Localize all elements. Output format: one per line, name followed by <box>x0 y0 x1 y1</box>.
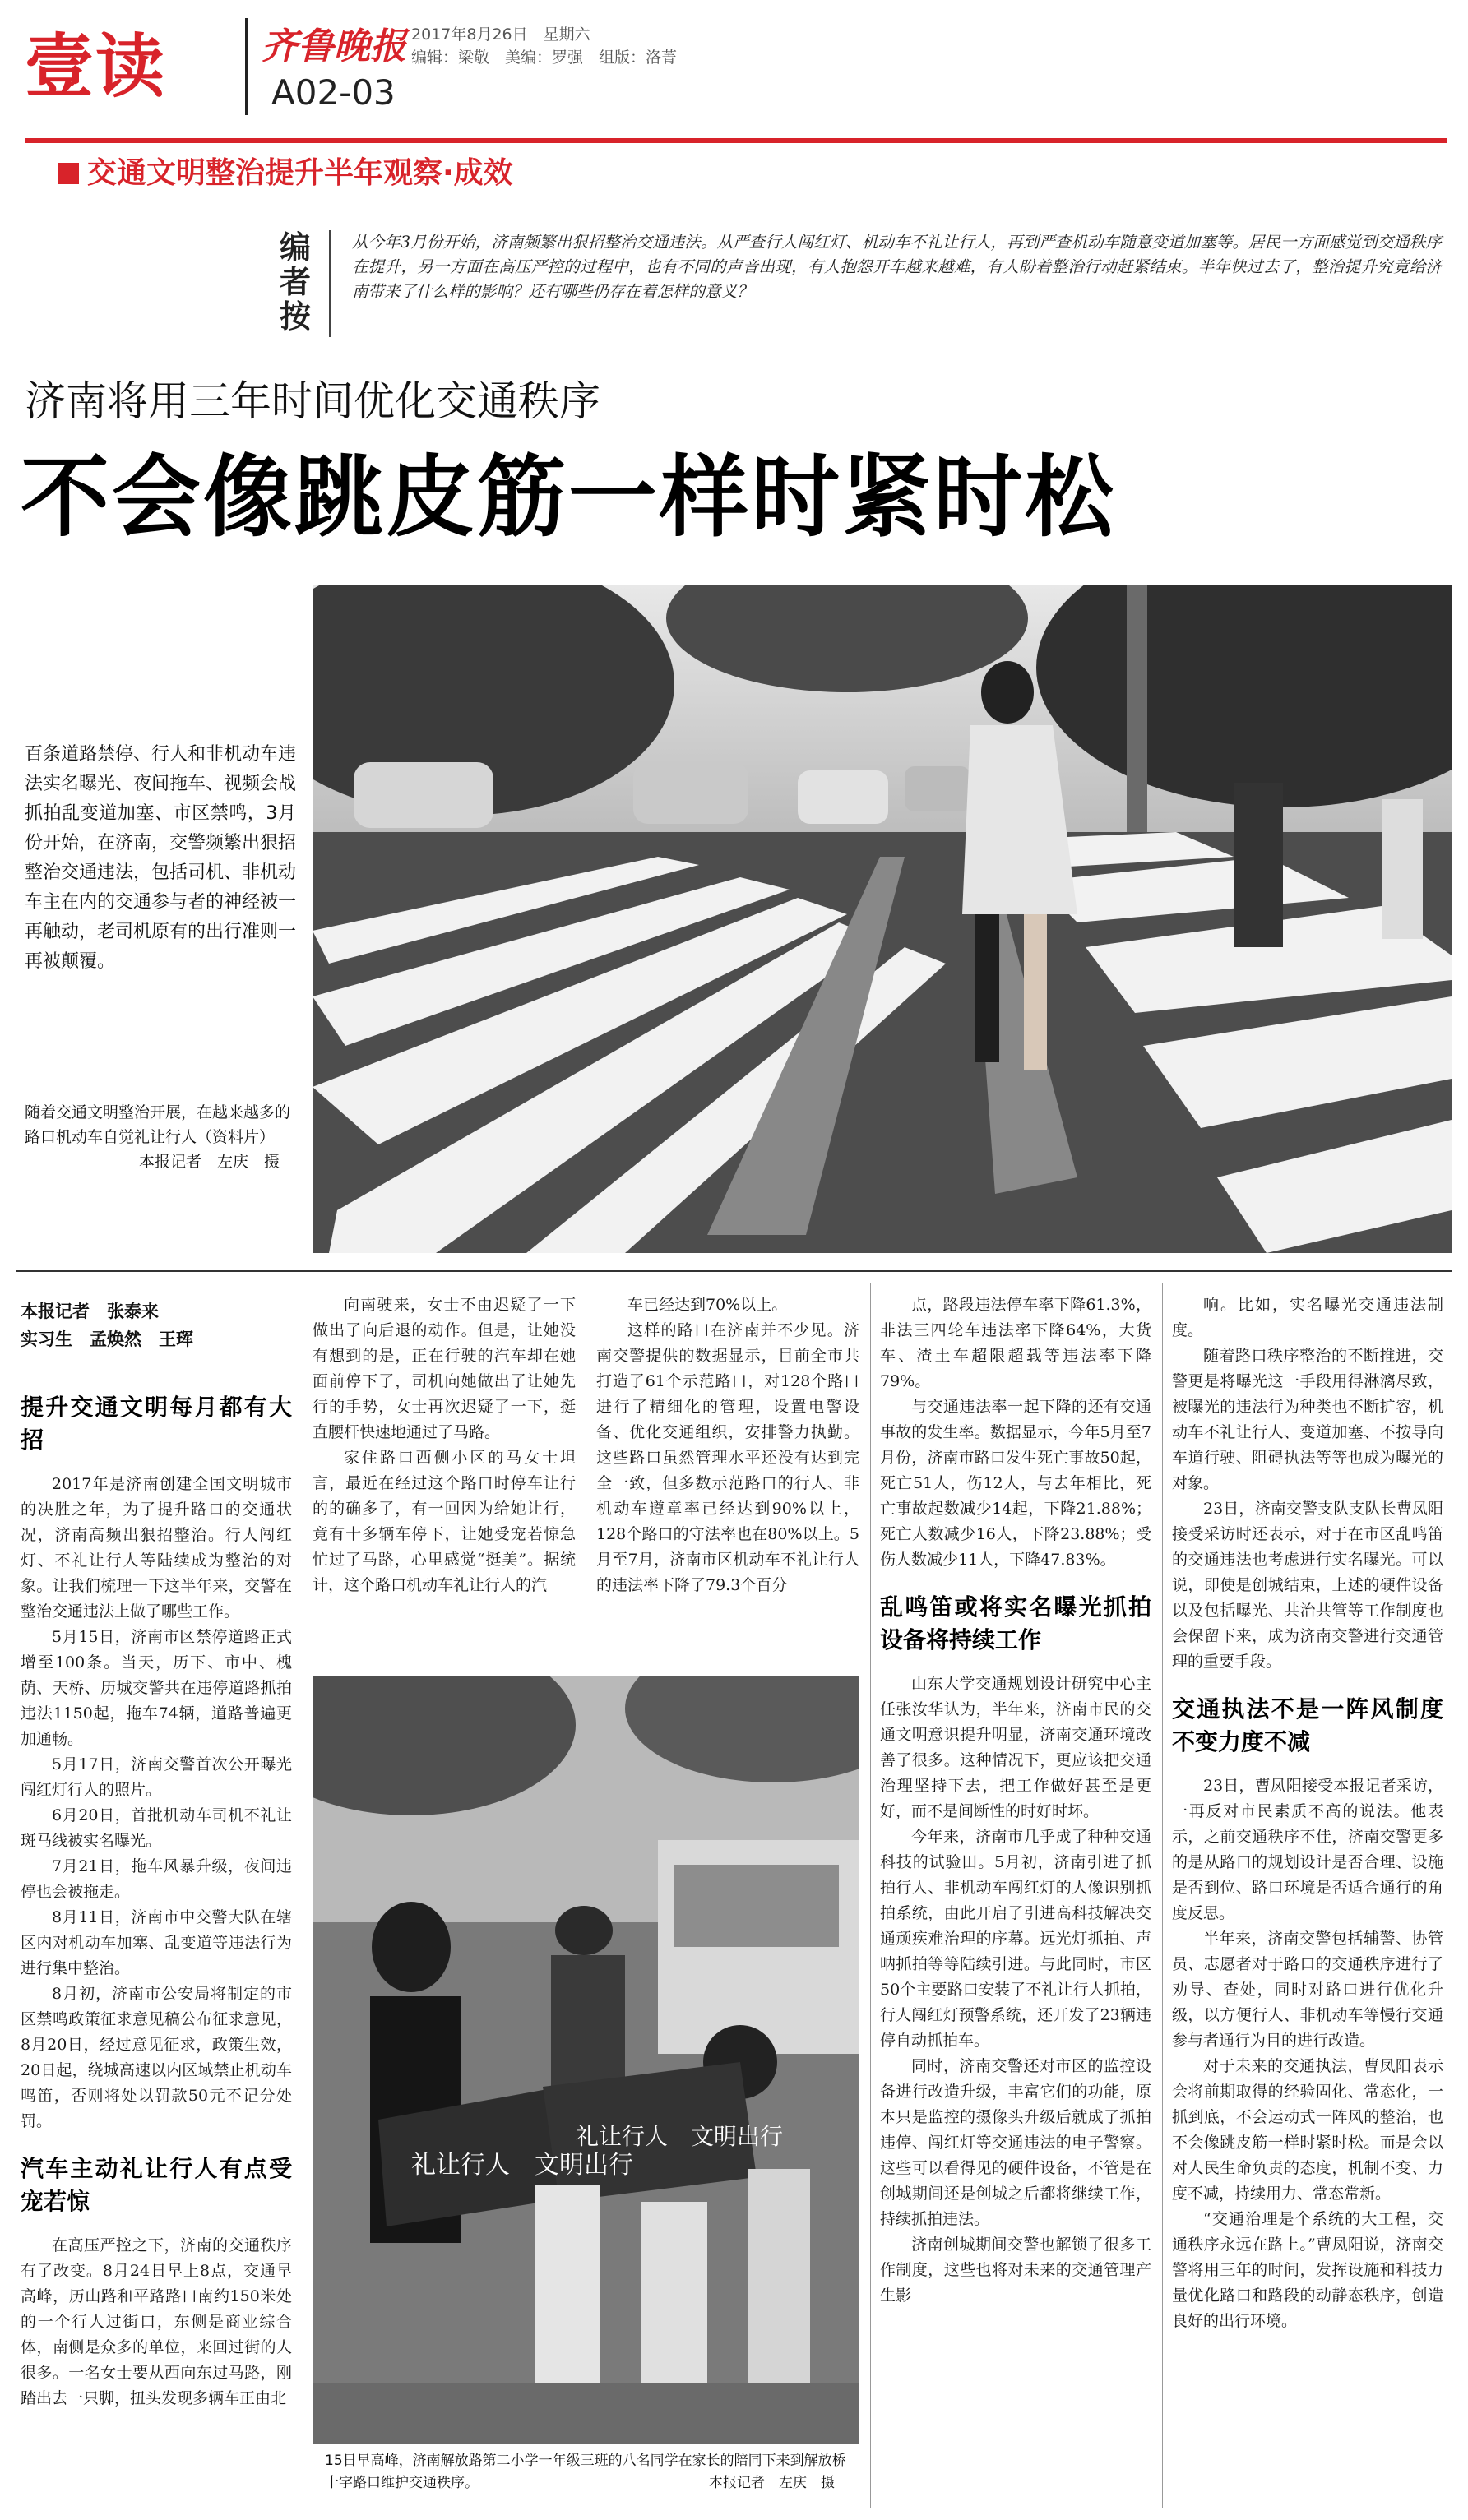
body-paragraph: 这样的路口在济南并不少见。济南交警提供的数据显示，目前全市共打造了61个示范路口，对128个路口进行了精细化的管理，设置电警设备、优化交通组织，安排警力执勤。这些路口虽然管理水平还没有达到完全一致，但多数示范路口的行人、非机动车遵章率已经达到90%以上，128个路口的守法率也在80%以上。5月至7月，济南市区机动车不礼让行人的违法率下降了79.3个百分 <box>596 1321 859 1594</box>
body-paragraph: 点，路段违法停车率下降61.3%，非法三四轮车违法率下降64%，大货车、渣土车超限超载等违法率下降79%。 <box>880 1296 1151 1390</box>
byline-reporter: 本报记者 张泰来 <box>21 1302 159 1321</box>
body-paragraph: 半年来，济南交警包括辅警、协管员、志愿者对于路口的交通秩序进行了劝导、查处，同时对路口进行优化升级，以方便行人、非机动车等慢行交通参与者通行为目的进行改造。 <box>1172 1930 1443 2050</box>
column-4-body-b <box>880 1672 1151 2309</box>
editor-note-label: 编者按 <box>280 229 312 335</box>
column-1-body-b <box>21 2233 292 2411</box>
body-paragraph: 23日，曹凤阳接受本报记者采访，一再反对市民素质不高的说法。他表示，之前交通秩序不佳，济南交警更多的是从路口的规划设计是否合理、设施是否到位、路口环境是否适合通行的角度反思。 <box>1172 1777 1443 1922</box>
body-paragraph: 23日，济南交警支队支队长曹凤阳接受采访时还表示，对于在市区乱鸣笛的交通违法也考虑进行实名曝光。可以说，即使是创城结束，上述的硬件设备以及包括曝光、共治共管等工作制度也会保留下来，成为济南交警进行交通管理的重要手段。 <box>1172 1500 1443 1671</box>
column-1 <box>21 1373 292 2411</box>
photo2-caption-text: 15日早高峰，济南解放路第二小学一年级三班的八名同学在家长的陪同下来到解放桥十字路口维护交通秩序。 <box>325 2453 846 2491</box>
body-paragraph: 随着路口秩序整治的不断推进，交警更是将曝光这一手段用得淋漓尽致，被曝光的违法行为种类也不断扩容，机动车不礼让行人、变道加塞、不按导向车道行驶、阻碍执法等等也成为曝光的对象。 <box>1172 1347 1443 1492</box>
photo2-caption <box>325 2450 851 2495</box>
date-line: 2017年8月26日 星期六 <box>411 25 590 44</box>
body-paragraph: 5月15日，济南市区禁停道路正式增至100条。当天，历下、市中、槐荫、天桥、历城交警共在违停道路抓拍违法1150起，拖车74辆，道路普遍更加通畅。 <box>21 1628 292 1748</box>
section-title: 壹读 <box>25 26 167 107</box>
body-paragraph: 6月20日，首批机动车司机不礼让斑马线被实名曝光。 <box>21 1806 292 1850</box>
body-paragraph: 济南创城期间交警也解锁了很多工作制度，这些也将对未来的交通管理产生影 <box>880 2236 1151 2305</box>
headline-kicker: 济南将用三年时间优化交通秩序 <box>25 377 600 425</box>
masthead-divider <box>245 18 248 115</box>
body-paragraph: 山东大学交通规划设计研究中心主任张汝华认为，半年来，济南市民的交通文明意识提升明显，济南交通环境改善了很多。这种情况下，更应该把交通治理坚持下去，把工作做好甚至是更好，而不是间断性的时好时坏。 <box>880 1675 1151 1820</box>
photo1-caption-text: 随着交通文明整治开展，在越来越多的路口机动车自觉礼让行人（资料片） <box>25 1103 291 1146</box>
editor-note-text: 从今年3月份开始，济南频繁出狠招整治交通违法。从严查行人闯红灯、机动车不礼让行人，再到严查机动车随意变道加塞等。居民一方面感觉到交通秩序在提升，另一方面在高压严控的过程中，也有不同的声音出现，有人抱怨开车越来越难，有人盼着整治行动赶紧结束。半年快过去了，整治提升究竟给济南带来了什么样的影响？还有哪些仍存在着怎样的意义？ <box>352 233 1442 301</box>
column-5-body-b <box>1172 1773 1443 2334</box>
body-paragraph: 8月11日，济南市中交警大队在辖区内对机动车加塞、乱变道等违法行为进行集中整治。 <box>21 1908 292 1977</box>
body-paragraph: 与交通违法率一起下降的还有交通事故的发生率。数据显示，今年5月至7月份，济南市路口发生死亡事故50起，死亡51人，伤12人，与去年相比，死亡事故起数减少14起，下降21.88%；死亡人数减少16人，下降23.88%；受伤人数减少11人，下降47.83%。 <box>880 1398 1151 1569</box>
section-rule <box>16 1270 1452 1272</box>
photo-crosswalk <box>313 585 1452 1253</box>
body-paragraph: 今年来，济南市几乎成了种种交通科技的试验田。5月初，济南引进了抓拍行人、非机动车闯红灯的人像识别抓拍系统，由此开启了引进高科技解决交通顽疾难治理的序幕。远光灯抓拍、声呐抓拍等等陆续引进。与此同时，市区50个主要路口安装了不礼让行人抓拍，行人闯红灯预警系统，还开发了23辆违停自动抓拍车。 <box>880 1828 1151 2050</box>
lead-paragraph: 百条道路禁停、行人和非机动车违法实名曝光、夜间拖车、视频会战抓拍乱变道加塞、市区禁鸣，3月份开始，在济南，交警频繁出狠招整治交通违法，包括司机、非机动车主在内的交通参与者的神经被一再触动，老司机原有的出行准则一再被颠覆。 <box>25 744 297 972</box>
top-rule <box>25 138 1447 143</box>
subhead-4: 交通执法不是一阵风制度不变力度不减 <box>1172 1695 1443 1755</box>
photo-schoolchildren <box>313 1676 859 2502</box>
body-paragraph: 5月17日，济南交警首次公开曝光闯红灯行人的照片。 <box>21 1755 292 1799</box>
byline-interns: 实习生 孟焕然 王珲 <box>21 1329 193 1349</box>
body-paragraph: 同时，济南交警还对市区的监控设备进行改造升级，丰富它们的功能，原本只是监控的摄像头升级后就成了抓拍违停、闯红灯等交通违法的电子警察。这些可以看得见的硬件设备，不管是在创城期间还是创城之后都将继续工作，持续抓拍违法。 <box>880 2057 1151 2228</box>
photo2-credit: 本报记者 左庆 摄 <box>709 2475 835 2491</box>
body-paragraph: 8月初，济南市公安局将制定的市区禁鸣政策征求意见稿公布征求意见，8月20日，经过意见征求，政策生效，20日起，绕城高速以内区域禁止机动车鸣笛，否则将处以罚款50元不记分处罚。 <box>21 1985 292 2130</box>
sign-b-text: 礼让行人 文明出行 <box>576 2123 784 2150</box>
masthead-meta <box>411 23 677 69</box>
column-5-body-a <box>1172 1292 1443 1675</box>
subhead-2: 汽车主动礼让行人有点受宠若惊 <box>21 2155 292 2215</box>
column-rule <box>870 1283 871 2508</box>
square-icon <box>58 163 79 184</box>
column-5 <box>1172 1292 1443 2334</box>
body-paragraph: 对于未来的交通执法，曹凤阳表示会将前期取得的经验固化、常态化，一抓到底，不会运动式一阵风的整治，也不会像跳皮筋一样时紧时松。而是会以对人民生命负责的态度，机制不变、力度不减，持续用力、常态常新。 <box>1172 2057 1443 2203</box>
body-paragraph: 向南驶来，女士不由迟疑了一下做出了向后退的动作。但是，让她没有想到的是，正在行驶的汽车却在她面前停下了，司机向她做出了让她先行的手势，女士再次迟疑了一下，挺直腰杆快速地通过了马路。 <box>313 1296 576 1441</box>
column-tag-text: 交通文明整治提升半年观察·成效 <box>87 156 513 190</box>
body-paragraph: 在高压严控之下，济南的交通秩序有了改变。8月24日早上8点，交通早高峰，历山路和平路路口南约150米处的一个行人过街口，东侧是商业综合体，南侧是众多的单位，来回过街的人很多。一名女士要从西向东过马路，刚踏出去一只脚，扭头发现多辆车正由北 <box>21 2236 292 2407</box>
body-paragraph: 车已经达到70%以上。 <box>627 1296 788 1314</box>
column-1-body-a <box>21 1472 292 2134</box>
column-2 <box>313 1292 576 1598</box>
subhead-1: 提升交通文明每月都有大招 <box>21 1394 292 1454</box>
sign-a-text: 礼让行人 文明出行 <box>411 2151 633 2180</box>
editor-line: 编辑：梁敬 美编：罗强 组版：洛菁 <box>411 49 678 67</box>
body-paragraph: 家住路口西侧小区的马女士坦言，最近在经过这个路口时停车让行的的确多了，有一回因为给她让行，竟有十多辆车停下，让她受宠若惊急忙过了马路，心里感觉“挺美”。据统计，这个路口机动车礼让行人的汽 <box>313 1449 576 1594</box>
editor-note-divider <box>329 230 331 337</box>
body-paragraph: “交通治理是个系统的大工程，交通秩序永远在路上。”曹凤阳说，济南交警将用三年的时间，发挥设施和科技力量优化路口和路段的动静态秩序，创造良好的出行环境。 <box>1172 2210 1443 2330</box>
column-3 <box>596 1292 859 1598</box>
column-tag <box>58 150 513 192</box>
column-rule <box>1162 1283 1163 2508</box>
paper-logo: 齐鲁晚报 <box>262 25 406 67</box>
body-paragraph: 7月21日，拖车风暴升级，夜间违停也会被拖走。 <box>21 1857 292 1901</box>
body-paragraph: 2017年是济南创建全国文明城市的决胜之年，为了提升路口的交通状况，济南高频出狠招整治。行人闯红灯、不礼让行人等陆续成为整治的对象。让我们梳理一下这半年来，交警在整治交通违法上做了哪些工作。 <box>21 1475 292 1621</box>
subhead-3: 乱鸣笛或将实名曝光抓拍设备将持续工作 <box>880 1593 1151 1653</box>
photo1-caption <box>25 1100 296 1174</box>
column-4 <box>880 1292 1151 2309</box>
column-2-body <box>313 1292 576 1598</box>
headline-main: 不会像跳皮筋一样时紧时松 <box>21 446 1117 549</box>
photo1-credit: 本报记者 左庆 摄 <box>138 1153 280 1171</box>
byline <box>21 1297 292 1353</box>
body-paragraph: 响。比如，实名曝光交通违法制度。 <box>1172 1296 1443 1339</box>
column-4-body-a <box>880 1292 1151 1573</box>
page-number: A02-03 <box>271 72 396 113</box>
column-3-body <box>596 1292 859 1598</box>
